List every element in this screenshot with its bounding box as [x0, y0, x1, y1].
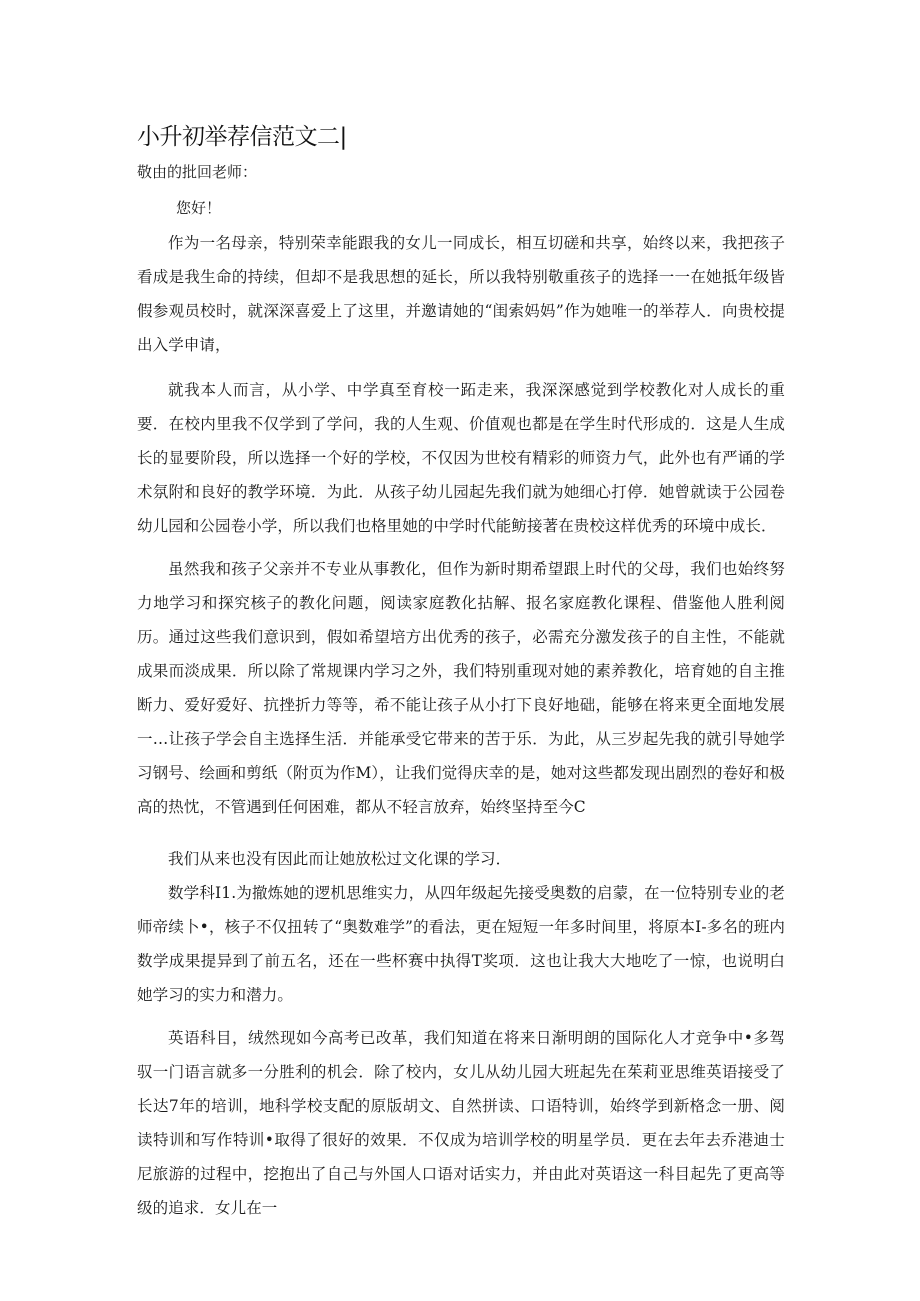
paragraph: 作为一名母亲，特别荣幸能跟我的女儿一同成长，相互切磋和共享，始终以来，我把孩子看成是我生命的持续，但却不是我思想的延长，所以我特别敬重孩子的选择一一在她抵年级皆假参观员校时，就深深喜爱上了这里，并邀请她的“闺索妈妈”作为她唯一的举荐人．向贵校提出入学申请，: [137, 234, 785, 354]
paragraph: 就我本人而言，从小学、中学真至育校一跖走来，我深深感觉到学校教化对人成长的重要．在校内里我不仅学到了学问，我的人生观、价值观也都是在学生时代形成的．这是人生成长的显要阶段，所以选择一个好的学校，不仅因为世校有精彩的师资力气，此外也有严诵的学术氛附和良好的教学环境．为此．从孩子幼儿园起先我们就为她细心打停．她曾就读于公园卷幼儿园和公园卷小学，所以我们也格里她的中学时代能鲂接著在贵校这样优秀的环境中成长．: [137, 381, 785, 535]
salutation: 敬由的批回老师：: [137, 163, 258, 181]
paragraph: 数学科I1.为撤炼她的逻机思维实力，从四年级起先接受奥数的启蒙，在一位特别专业的老师帝续卜•，核子不仅扭转了“奥数难学”的看法，更在短短一年多时间里，将原本I-多名的班内数学成果提异到了前五名，还在一些杯赛中执得T奖项．这也让我大大地吃了一惊，也说明白她学习的实力和潜力。: [137, 884, 785, 1004]
document-title: 小升初举荐信范文二|: [137, 124, 347, 150]
greeting: 您好！: [176, 199, 222, 217]
paragraph: 英语科目，绒然现如今高考已改革，我们知道在将来日渐明朗的国际化人才竞争中•多驾驭一门语言就多一分胜利的机会．除了校内，女儿从幼儿园大班起先在茱莉亚思维英语接受了长达7年的培训，地科学校支配的原版胡文、自然拼读、口语特训，始终学到新格念一册、阅读特训和写作特训•取得了很好的效果．不仅成为培训学校的明星学员．更在去年去乔港迪士尼旅游的过程中，挖抱出了自己与外国人口语对话实力，并由此对英语这一科目起先了更高等级的追求．女儿在一: [137, 1029, 785, 1217]
paragraph: 虽然我和孩子父亲并不专业从事教化，但作为新时期希望跟上时代的父母，我们也始终努力地学习和探究核子的教化问题，阅读家庭教化拈解、报名家庭教化课程、借鉴他人胜利阅历。通过这些我们意识到，假如希望培方出优秀的孩子，必需充分激发孩子的自主性，不能就成果而淡成果．所以除了常规课内学习之外，我们特别重现对她的素养教化，培育她的自主推断力、爱好爱好、抗挫折力等等，希不能让孩子从小打下良好地础，能够在将来更全面地发展一…让孩子学会自主选择生活．并能承受它带来的苦于乐．为此，从三岁起先我的就引导她学习钢号、绘画和剪纸（附页为作M），让我们觉得庆幸的是，她对这些都发现出剧烈的卷好和极高的热忱，不管遇到任何困难，都从不轻言放弃，始终坚持至今C: [137, 560, 785, 816]
paragraph: 我们从来也没有因此而让她放松过文化课的学习．: [168, 850, 512, 868]
